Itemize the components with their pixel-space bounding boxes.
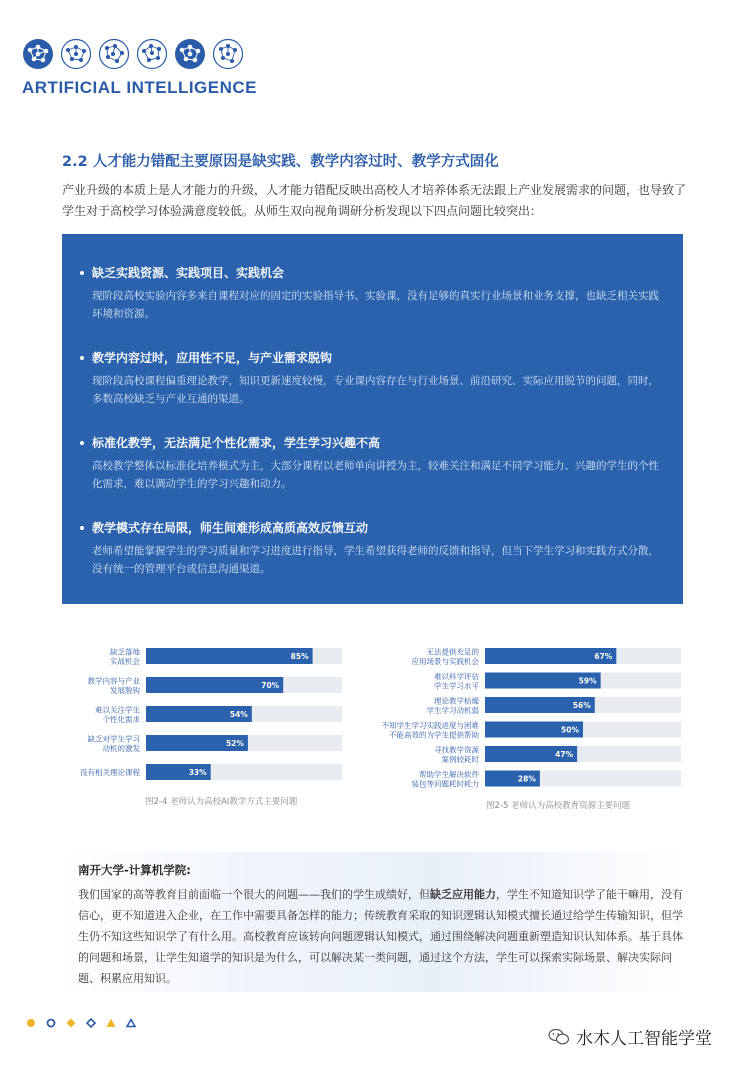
- bar: [146, 648, 313, 664]
- issue-title: 缺乏实践资源、实践项目、实践机会: [92, 266, 285, 280]
- chart-caption: 图2-5 老师认为高校教育资源主要问题: [486, 801, 631, 811]
- network-globe-icon: [174, 38, 206, 70]
- category-label: 发展脱钩: [110, 685, 140, 695]
- blue-triangle-icon: [126, 1018, 136, 1028]
- category-label: 学生学习动机弱: [426, 705, 479, 715]
- watermark-text: 水木人工智能学堂: [576, 1029, 712, 1049]
- issue-title: 教学模式存在局限，师生间难形成高质高效反馈互动: [92, 521, 369, 535]
- issue-item: [80, 434, 665, 493]
- resource-issues-chart: [365, 640, 685, 790]
- category-label: 缺乏对学生学习: [87, 734, 140, 744]
- issue-item: [80, 519, 665, 578]
- category-label: 难以关注学生: [95, 705, 140, 715]
- category-label: 学生学习水平: [434, 681, 479, 691]
- intro-paragraph: 产业升级的本质上是人才能力的升级，人才能力错配反映出高校人才培养体系无法跟上产业发展需求的问题，也导致了学生对于高校学习体验满意度较低。从师生双向视角调研分析发现以下四点问题比较突出：: [62, 183, 687, 218]
- decor-icons: [26, 1018, 136, 1028]
- issue-body: 现阶段高校实验内容多来自课程对应的固定的实验指导书、实验课，没有足够的真实行业场景和业务支撑，也缺乏相关实践环境和资源。: [92, 290, 659, 320]
- bullet-icon: [80, 526, 84, 530]
- issue-item: [80, 349, 665, 408]
- gold-dot-icon: [26, 1018, 36, 1028]
- gold-diamond-icon: [66, 1018, 76, 1028]
- issue-title: 教学内容过时，应用性不足，与产业需求脱钩: [92, 351, 333, 365]
- network-globe-outline-icon: [136, 38, 168, 70]
- issue-item: [80, 264, 665, 323]
- data-label: 56%: [572, 701, 591, 710]
- bullet-icon: [80, 271, 84, 275]
- category-label: 无法提供充足的: [426, 647, 479, 657]
- blue-diamond-icon: [86, 1018, 96, 1028]
- issue-body: 老师希望能掌握学生的学习质量和学习进度进行指导，学生希望获得老师的反馈和指导，但当下学生学习和实践方式分散，没有统一的管理平台或信息沟通渠道。: [92, 545, 659, 575]
- quote-text-pre: 我们国家的高等教育目前面临一个很大的问题——我们的学生成绩好，但: [78, 888, 430, 901]
- data-label: 85%: [290, 652, 309, 661]
- category-label: 不能高效的为学生提供帮助: [389, 730, 479, 740]
- category-label: 理论教学枯燥: [434, 696, 479, 706]
- network-globe-outline-icon: [60, 38, 92, 70]
- teaching-issues-chart: [62, 640, 347, 790]
- watermark: [548, 1024, 712, 1049]
- category-label: 动机的激发: [102, 743, 140, 753]
- section-title: 2.2 人才能力错配主要原因是缺实践、教学内容过时、教学方式固化: [62, 154, 499, 170]
- category-label: 应用场景与实践机会: [411, 656, 479, 666]
- chart-caption: 图2-4 老师认为高校AI教学方式主要问题: [145, 797, 298, 807]
- data-label: 52%: [225, 739, 244, 748]
- data-label: 47%: [555, 750, 574, 759]
- data-label: 28%: [517, 774, 536, 784]
- data-label: 54%: [229, 710, 248, 719]
- data-label: 59%: [578, 676, 597, 686]
- category-label: 没有相关理论课程: [80, 768, 140, 777]
- bullet-icon: [80, 441, 84, 445]
- category-label: 案例较耗时: [441, 754, 479, 764]
- gold-triangle-icon: [106, 1018, 116, 1028]
- issue-body: 现阶段高校课程偏重理论教学，知识更新速度较慢，专业课内容存在与行业场景、前沿研究、实际应用脱节的问题，同时，多数高校缺乏与产业互通的渠道。: [92, 375, 659, 405]
- quote-title: 南开大学-计算机学院:: [78, 863, 191, 877]
- category-label: 寻找教学资源: [434, 745, 479, 755]
- network-globe-outline-icon: [212, 38, 244, 70]
- category-label: 帮助学生解决软件: [419, 769, 479, 779]
- data-label: 67%: [594, 652, 613, 661]
- data-label: 70%: [261, 681, 280, 690]
- category-label: 装包等问题耗时耗力: [411, 779, 479, 789]
- issues-panel: [62, 234, 683, 604]
- logo: [22, 38, 244, 70]
- network-globe-icon: [22, 38, 54, 70]
- data-label: 50%: [561, 725, 579, 735]
- wechat-icon: [548, 1028, 570, 1046]
- category-label: 个性化需求: [102, 714, 140, 724]
- issue-title: 标准化教学，无法满足个性化需求，学生学习兴趣不高: [92, 436, 381, 450]
- category-label: 难以科学评估: [434, 671, 479, 681]
- bullet-icon: [80, 356, 84, 360]
- category-label: 缺乏落地: [110, 647, 140, 657]
- network-globe-outline-icon: [98, 38, 130, 70]
- data-label: 33%: [188, 768, 207, 777]
- brand-title: ARTIFICIAL INTELLIGENCE: [22, 78, 258, 97]
- quote-text-bold: 缺乏应用能力: [430, 888, 496, 901]
- quote-text-post: ，学生不知道知识学了能干嘛用，没有信心，更不知道进入企业，在工作中需要具备怎样的能力；传统教育采取的知识逻辑认知模式擅长通过给学生传输知识，但学生仍不知这些知识学了有什么用。高校教育应该转向问题逻辑认知模式，通过围绕解决问题重新塑造知识认知体系。基于具体的问题和场景，让学生知道学的知识是为什么，可以解决某一类问题，通过这个方法，学生可以探索实际场景、解决实际问题、积累应用知识。: [78, 888, 683, 985]
- issue-body: 高校教学整体以标准化培养模式为主，大部分课程以老师单向讲授为主，较难关注和满足不同学习能力、兴趣的学生的个性化需求，难以调动学生的学习兴趣和动力。: [92, 460, 659, 490]
- category-label: 不知学生学习实践进度与困难: [381, 720, 479, 730]
- category-label: 教学内容与产业: [87, 676, 140, 686]
- blue-ring-icon: [46, 1018, 56, 1028]
- category-label: 实战机会: [110, 656, 140, 666]
- quote-body: [78, 884, 688, 989]
